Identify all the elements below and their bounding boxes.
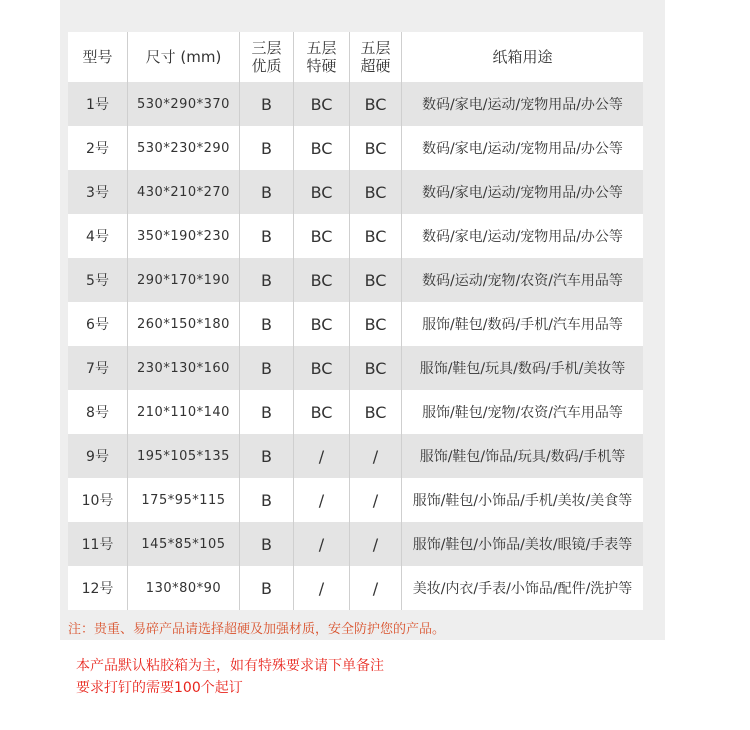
cell-five-layer-hard: BC bbox=[294, 126, 350, 170]
cell-usage: 服饰/鞋包/宠物/农资/汽车用品等 bbox=[402, 390, 643, 434]
cell-size: 210*110*140 bbox=[128, 390, 240, 434]
cell-five-layer-super: BC bbox=[350, 258, 402, 302]
cell-five-layer-hard: BC bbox=[294, 302, 350, 346]
cell-five-layer-hard: / bbox=[294, 434, 350, 478]
cell-model: 3号 bbox=[68, 170, 128, 214]
cell-model: 10号 bbox=[68, 478, 128, 522]
table-row bbox=[68, 214, 643, 258]
header-five-layer-super-line1: 五层 bbox=[360, 39, 391, 57]
cell-size: 530*290*370 bbox=[128, 82, 240, 126]
cell-five-layer-super: / bbox=[350, 566, 402, 610]
material-note: 注：贵重、易碎产品请选择超硬及加强材质，安全防护您的产品。 bbox=[68, 622, 446, 637]
cell-three-layer: B bbox=[240, 478, 294, 522]
cell-five-layer-super: BC bbox=[350, 390, 402, 434]
cell-five-layer-super: / bbox=[350, 478, 402, 522]
cell-usage: 服饰/鞋包/小饰品/手机/美妆/美食等 bbox=[402, 478, 643, 522]
table-row bbox=[68, 82, 643, 126]
cell-usage: 数码/运动/宠物/农资/汽车用品等 bbox=[402, 258, 643, 302]
cell-three-layer: B bbox=[240, 390, 294, 434]
header-five-layer-hard-line1: 五层 bbox=[306, 39, 337, 57]
table-row bbox=[68, 478, 643, 522]
cell-five-layer-super: BC bbox=[350, 126, 402, 170]
cell-five-layer-hard: BC bbox=[294, 390, 350, 434]
cell-model: 9号 bbox=[68, 434, 128, 478]
cell-three-layer: B bbox=[240, 346, 294, 390]
cell-five-layer-super: / bbox=[350, 434, 402, 478]
order-note-line2: 要求打钉的需要100个起订 bbox=[76, 680, 243, 696]
cell-three-layer: B bbox=[240, 522, 294, 566]
cell-usage: 美妆/内衣/手表/小饰品/配件/洗护等 bbox=[402, 566, 643, 610]
cell-three-layer: B bbox=[240, 258, 294, 302]
cell-size: 260*150*180 bbox=[128, 302, 240, 346]
cell-three-layer: B bbox=[240, 566, 294, 610]
table-row bbox=[68, 390, 643, 434]
header-five-layer-super-line2: 超硬 bbox=[360, 57, 391, 75]
cell-size: 230*130*160 bbox=[128, 346, 240, 390]
cell-five-layer-hard: / bbox=[294, 478, 350, 522]
table-row bbox=[68, 258, 643, 302]
header-three-layer bbox=[240, 32, 294, 82]
table-row bbox=[68, 434, 643, 478]
cell-three-layer: B bbox=[240, 126, 294, 170]
cell-model: 7号 bbox=[68, 346, 128, 390]
cell-usage: 数码/家电/运动/宠物用品/办公等 bbox=[402, 170, 643, 214]
cell-size: 145*85*105 bbox=[128, 522, 240, 566]
cell-size: 130*80*90 bbox=[128, 566, 240, 610]
header-three-layer-line1: 三层 bbox=[251, 39, 282, 57]
table-row bbox=[68, 126, 643, 170]
box-spec-table bbox=[68, 32, 643, 610]
cell-five-layer-hard: BC bbox=[294, 214, 350, 258]
cell-five-layer-hard: BC bbox=[294, 82, 350, 126]
cell-five-layer-hard: / bbox=[294, 566, 350, 610]
header-five-layer-hard bbox=[294, 32, 350, 82]
order-note-line1: 本产品默认粘胶箱为主，如有特殊要求请下单备注 bbox=[76, 658, 384, 674]
cell-model: 12号 bbox=[68, 566, 128, 610]
cell-model: 8号 bbox=[68, 390, 128, 434]
cell-size: 195*105*135 bbox=[128, 434, 240, 478]
cell-usage: 服饰/鞋包/饰品/玩具/数码/手机等 bbox=[402, 434, 643, 478]
header-usage: 纸箱用途 bbox=[402, 32, 643, 82]
cell-three-layer: B bbox=[240, 302, 294, 346]
cell-model: 1号 bbox=[68, 82, 128, 126]
cell-usage: 数码/家电/运动/宠物用品/办公等 bbox=[402, 82, 643, 126]
cell-three-layer: B bbox=[240, 170, 294, 214]
cell-five-layer-super: BC bbox=[350, 302, 402, 346]
cell-five-layer-super: BC bbox=[350, 214, 402, 258]
cell-three-layer: B bbox=[240, 214, 294, 258]
cell-usage: 服饰/鞋包/数码/手机/汽车用品等 bbox=[402, 302, 643, 346]
cell-usage: 数码/家电/运动/宠物用品/办公等 bbox=[402, 126, 643, 170]
header-five-layer-hard-line2: 特硬 bbox=[306, 57, 337, 75]
cell-five-layer-hard: BC bbox=[294, 346, 350, 390]
cell-five-layer-hard: BC bbox=[294, 170, 350, 214]
header-three-layer-line2: 优质 bbox=[251, 57, 282, 75]
cell-model: 6号 bbox=[68, 302, 128, 346]
cell-three-layer: B bbox=[240, 434, 294, 478]
cell-size: 530*230*290 bbox=[128, 126, 240, 170]
order-note bbox=[76, 655, 384, 699]
cell-five-layer-hard: BC bbox=[294, 258, 350, 302]
cell-model: 2号 bbox=[68, 126, 128, 170]
cell-size: 430*210*270 bbox=[128, 170, 240, 214]
table-header-row bbox=[68, 32, 643, 82]
header-size: 尺寸 (mm) bbox=[128, 32, 240, 82]
cell-size: 175*95*115 bbox=[128, 478, 240, 522]
cell-five-layer-super: BC bbox=[350, 346, 402, 390]
cell-five-layer-super: / bbox=[350, 522, 402, 566]
cell-usage: 服饰/鞋包/小饰品/美妆/眼镜/手表等 bbox=[402, 522, 643, 566]
header-model: 型号 bbox=[68, 32, 128, 82]
cell-model: 4号 bbox=[68, 214, 128, 258]
cell-five-layer-hard: / bbox=[294, 522, 350, 566]
header-five-layer-super bbox=[350, 32, 402, 82]
table-row bbox=[68, 566, 643, 610]
cell-three-layer: B bbox=[240, 82, 294, 126]
table-row bbox=[68, 170, 643, 214]
cell-usage: 服饰/鞋包/玩具/数码/手机/美妆等 bbox=[402, 346, 643, 390]
cell-usage: 数码/家电/运动/宠物用品/办公等 bbox=[402, 214, 643, 258]
cell-model: 11号 bbox=[68, 522, 128, 566]
cell-model: 5号 bbox=[68, 258, 128, 302]
cell-five-layer-super: BC bbox=[350, 170, 402, 214]
table-row bbox=[68, 346, 643, 390]
cell-five-layer-super: BC bbox=[350, 82, 402, 126]
table-row bbox=[68, 522, 643, 566]
cell-size: 350*190*230 bbox=[128, 214, 240, 258]
table-row bbox=[68, 302, 643, 346]
cell-size: 290*170*190 bbox=[128, 258, 240, 302]
